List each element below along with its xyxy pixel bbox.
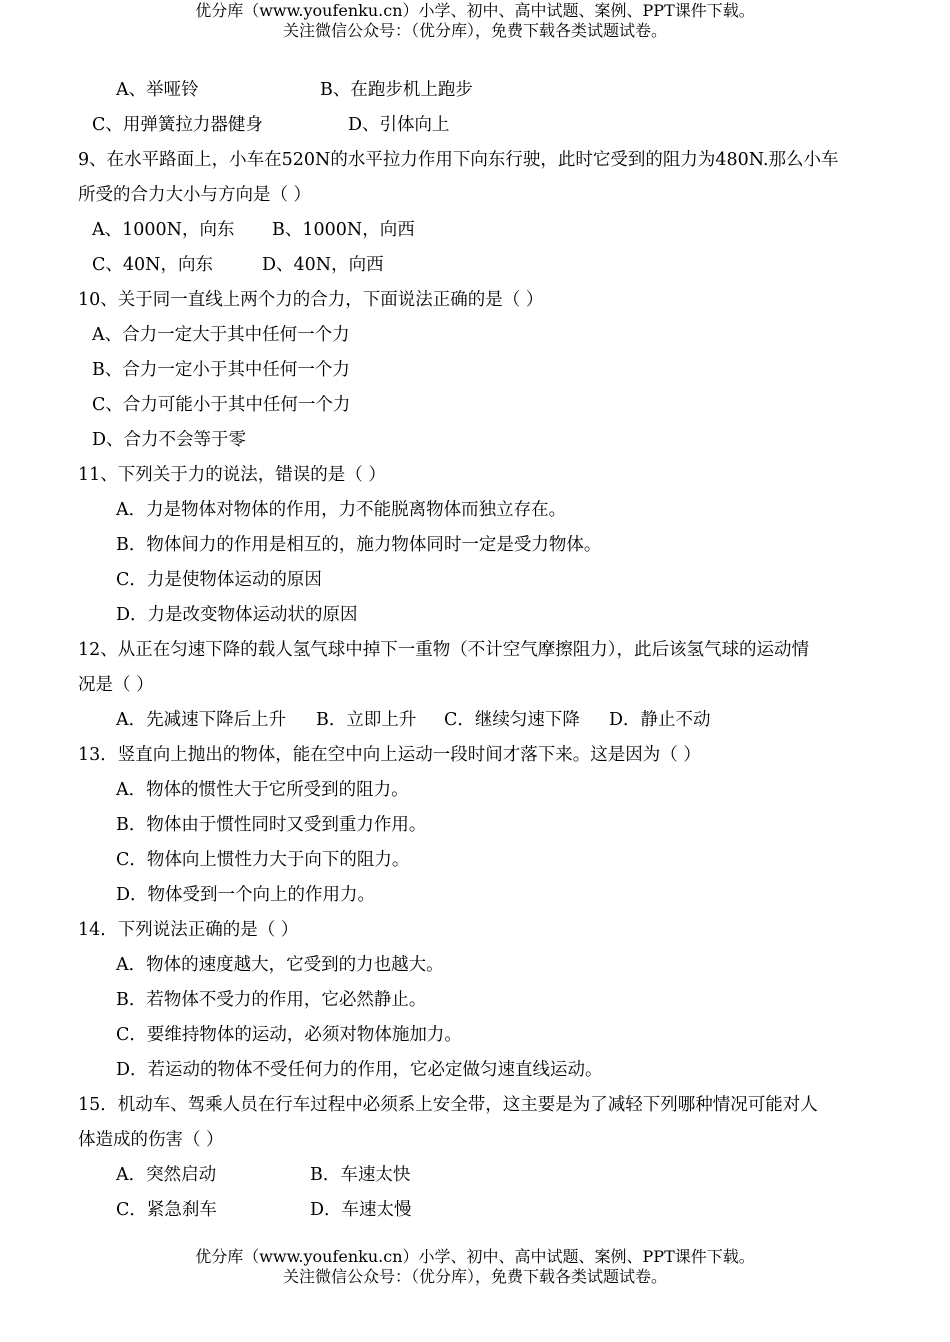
q15-stem-line-1: 15．机动车、驾乘人员在行车过程中必须系上安全带，这主要是为了减轻下列哪种情况可能对人 (78, 1095, 818, 1115)
q15-stem-line-2: 体造成的伤害（ ） (78, 1130, 224, 1150)
q12-option-c: C．继续匀速下降 (444, 710, 580, 730)
q13-stem: 13．竖直向上抛出的物体，能在空中向上运动一段时间才落下来。这是因为（ ） (78, 745, 701, 765)
q9-stem-line-1: 9、在水平路面上，小车在520N的水平拉力作用下向东行驶，此时它受到的阻力为480N.那么小车 (78, 150, 839, 170)
q11-option-b: B．物体间力的作用是相互的，施力物体同时一定是受力物体。 (116, 535, 602, 555)
q12-stem-line-1: 12、从正在匀速下降的载人氢气球中掉下一重物（不计空气摩擦阻力），此后该氢气球的运动情 (78, 640, 810, 660)
page-header (0, 1, 950, 41)
q12-stem-line-2: 况是（ ） (78, 675, 154, 695)
q13-option-a: A．物体的惯性大于它所受到的阻力。 (116, 780, 409, 800)
q13-option-b: B．物体由于惯性同时又受到重力作用。 (116, 815, 427, 835)
q11-option-a: A．力是物体对物体的作用，力不能脱离物体而独立存在。 (116, 500, 567, 520)
q8-option-c: C、用弹簧拉力器健身 (92, 115, 263, 135)
q11-stem: 11、下列关于力的说法，错误的是（ ） (78, 465, 386, 485)
header-line-1: 优分库（www.youfenku.cn）小学、初中、高中试题、案例、PPT课件下载。 (195, 1, 755, 20)
q12-option-b: B．立即上升 (316, 710, 417, 730)
q10-option-d: D、合力不会等于零 (92, 430, 247, 450)
q12-option-d: D．静止不动 (609, 710, 711, 730)
q15-option-b: B．车速太快 (310, 1165, 411, 1185)
q9-option-b: B、1000N，向西 (272, 220, 415, 240)
q10-option-a: A、合力一定大于其中任何一个力 (92, 325, 350, 345)
q8-option-d: D、引体向上 (348, 115, 450, 135)
page-footer (0, 1247, 950, 1287)
q8-option-a: A、举哑铃 (116, 80, 199, 100)
q10-option-c: C、合力可能小于其中任何一个力 (92, 395, 351, 415)
q14-option-c: C．要维持物体的运动，必须对物体施加力。 (116, 1025, 462, 1045)
q13-option-c: C．物体向上惯性力大于向下的阻力。 (116, 850, 410, 870)
q13-option-d: D．物体受到一个向上的作用力。 (116, 885, 376, 905)
q15-option-a: A．突然启动 (116, 1165, 217, 1185)
header-line-2: 关注微信公众号：（优分库），免费下载各类试题试卷。 (282, 21, 667, 40)
q9-stem-line-2: 所受的合力大小与方向是（ ） (78, 185, 312, 205)
q14-option-d: D．若运动的物体不受任何力的作用，它必定做匀速直线运动。 (116, 1060, 603, 1080)
q9-option-a: A、1000N，向东 (92, 220, 235, 240)
q15-option-c: C．紧急刹车 (116, 1200, 217, 1220)
q10-stem: 10、关于同一直线上两个力的合力，下面说法正确的是（ ） (78, 290, 544, 310)
q8-option-b: B、在跑步机上跑步 (320, 80, 473, 100)
footer-line-1: 优分库（www.youfenku.cn）小学、初中、高中试题、案例、PPT课件下载。 (195, 1247, 755, 1266)
q15-option-d: D．车速太慢 (310, 1200, 412, 1220)
q14-option-a: A．物体的速度越大，它受到的力也越大。 (116, 955, 444, 975)
q9-option-c: C、40N，向东 (92, 255, 213, 275)
q14-stem: 14．下列说法正确的是（ ） (78, 920, 299, 940)
q12-option-a: A．先减速下降后上升 (116, 710, 287, 730)
q14-option-b: B．若物体不受力的作用，它必然静止。 (116, 990, 427, 1010)
q11-option-c: C．力是使物体运动的原因 (116, 570, 322, 590)
footer-line-2: 关注微信公众号：（优分库），免费下载各类试题试卷。 (282, 1267, 667, 1286)
q10-option-b: B、合力一定小于其中任何一个力 (92, 360, 350, 380)
q9-option-d: D、40N，向西 (262, 255, 384, 275)
q11-option-d: D．力是改变物体运动状的原因 (116, 605, 358, 625)
